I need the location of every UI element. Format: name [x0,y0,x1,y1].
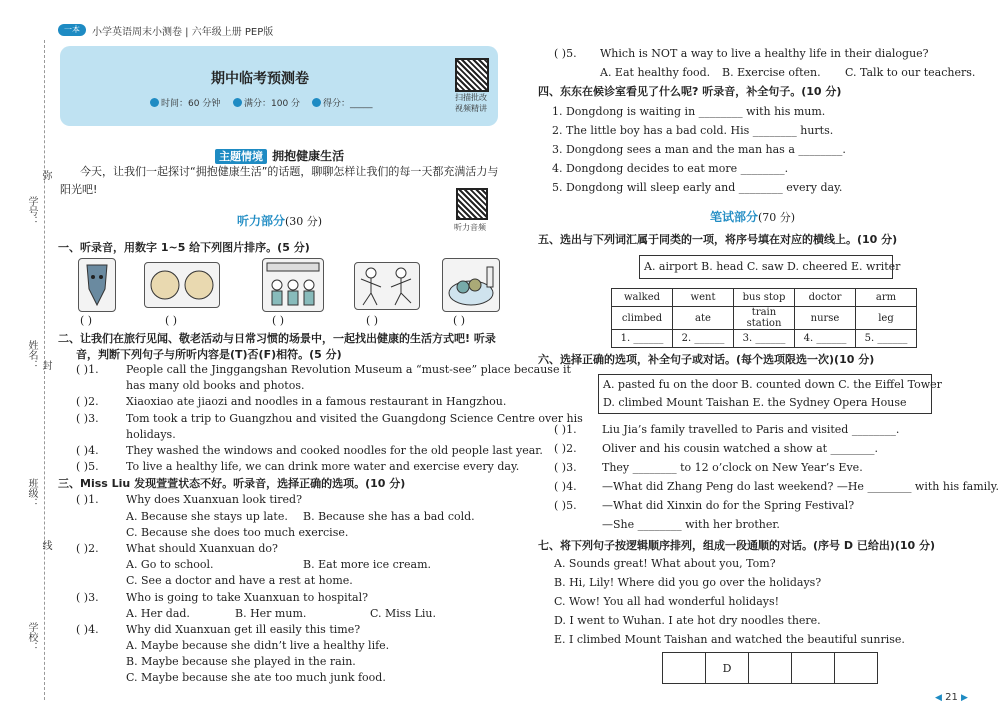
q3-item-3-option-b: B. Her mum. [235,607,307,620]
q6-item-5-number[interactable]: ( )5. [554,499,577,512]
q4-item-3[interactable]: 3. Dongdong sees a man and the man has a ________. [552,143,846,156]
q7-order-box-5[interactable] [835,653,878,684]
q3-item-5-number[interactable]: ( )5. [554,47,577,60]
q6-item-1-text: Liu Jia’s family travelled to Paris and visited ________. [602,423,900,436]
seal-mark-mi: 弥 [40,170,51,180]
next-arrow-icon[interactable]: ▶ [961,693,968,703]
q7-order-box-2: D [706,653,749,684]
q1-answer-blank-3[interactable]: ( ) [272,314,285,327]
q6-item-1-number[interactable]: ( )1. [554,423,577,436]
page-number: ◀ 21 ▶ [935,692,968,703]
q4-item-4[interactable]: 4. Dongdong decides to eat more ________. [552,162,789,175]
target-icon [312,98,321,107]
q5-blank-4[interactable]: 4. ______ [795,330,856,348]
qr-caption-audio: 听力音频 [454,223,486,232]
time-info: 时间：60 分钟 [150,96,220,109]
q2-item-2-text: Xiaoxiao ate jiaozi and noodles in a famous restaurant in Hangzhou. [126,395,507,408]
full-score-info: 满分：100 分 [233,96,300,109]
brand-logo: 一本 [58,24,86,36]
q5-blank-5[interactable]: 5. ______ [856,330,917,348]
q3-heading: 三、Miss Liu 发现萱萱状态不好。听录音，选择正确的选项。(10 分) [58,477,406,490]
q2-item-5-number[interactable]: ( )5. [76,460,99,473]
mask-picture [78,258,116,312]
q5-table: walked went bus stop doctor arm climbed ate train station nurse leg 1. ______ 2. ______ 3. ______ 4. ______ 5. ______ [611,288,917,348]
prev-arrow-icon[interactable]: ◀ [935,693,942,703]
q2-item-3-text-cont: holidays. [126,428,176,441]
page-title: 期中临考预测卷 [211,71,309,87]
food-picture [442,258,500,312]
name-label: 姓名： [26,340,37,370]
q3-item-3-option-c: C. Miss Liu. [370,607,436,620]
children-banner-picture [262,258,324,312]
q5-blank-2[interactable]: 2. ______ [673,330,734,348]
q6-heading: 六、选择正确的选项，补全句子或对话。(每个选项限选一次)(10 分) [538,353,875,366]
seal-mark-xian: 线 [40,540,51,550]
theme-heading [215,145,344,164]
q6-item-2-text: Oliver and his cousin watched a show at ________. [602,442,879,455]
q6-item-3-number[interactable]: ( )3. [554,461,577,474]
q7-heading: 七、将下列句子按逻辑顺序排列，组成一段通顺的对话。(序号 D 已给出)(10 分) [538,539,936,552]
q1-answer-blank-5[interactable]: ( ) [453,314,466,327]
q7-sentence-c: C. Wow! You all had wonderful holidays! [554,595,780,608]
mooncake-picture [144,262,220,308]
q3-item-1-option-a: A. Because she stays up late. [126,510,288,523]
q5-heading: 五、选出与下列词汇属于同类的一项，将序号填在对应的横线上。(10 分) [538,233,898,246]
q3-item-2-option-b: B. Eat more ice cream. [303,558,431,571]
q7-order-box-3[interactable] [749,653,792,684]
q7-sentence-a: A. Sounds great! What about you, Tom? [554,557,776,570]
intro-line-1: 今天，让我们一起探讨“拥抱健康生活”的话题，聊聊怎样让我们的每一天都充满活力与 [80,165,499,178]
q6-item-3-text: They ________ to 12 o’clock on New Year’s Eve. [602,461,863,474]
q7-sentence-b: B. Hi, Lily! Where did you go over the holidays? [554,576,822,589]
q2-item-4-text: They washed the windows and cooked noodles for the old people last year. [126,444,543,457]
q1-answer-blank-1[interactable]: ( ) [80,314,93,327]
q6-item-2-number[interactable]: ( )2. [554,442,577,455]
q5-blank-1[interactable]: 1. ______ [612,330,673,348]
q3-item-1-question: Why does Xuanxuan look tired? [126,493,302,506]
person-icon [233,98,242,107]
q1-answer-blank-2[interactable]: ( ) [165,314,178,327]
qr-code-audio[interactable] [456,188,488,220]
theme-title: 拥抱健康生活 [272,149,345,163]
q3-item-4-option-c: C. Maybe because she ate too much junk food. [126,671,386,684]
q4-item-5[interactable]: 5. Dongdong will sleep early and ________ every day. [552,181,843,194]
q2-item-5-text: To live a healthy life, we can drink more water and exercise every day. [126,460,520,473]
q2-item-1-number[interactable]: ( )1. [76,363,99,376]
q4-heading: 四、东东在候诊室看见了什么呢? 听录音，补全句子。(10 分) [538,85,842,98]
clock-icon [150,98,159,107]
page-header [58,22,273,38]
q3-item-3-option-a: A. Her dad. [126,607,190,620]
q4-item-2[interactable]: 2. The little boy has a bad cold. His ________ hurts. [552,124,834,137]
q2-item-1-text-cont: has many old books and photos. [126,379,305,392]
q5-word-bank: A. airport B. head C. saw D. cheered E. writer [639,255,893,279]
header-text: 小学英语周末小测卷 | 六年级上册 PEP版 [92,26,274,38]
q3-item-5-option-b: B. Exercise often. [722,66,821,79]
q3-item-2-option-a: A. Go to school. [126,558,214,571]
q3-item-5-option-c: C. Talk to our teachers. [845,66,976,79]
q2-item-3-text: Tom took a trip to Guangzhou and visited the Guangdong Science Centre over his [126,412,583,425]
q7-order-box-1[interactable] [663,653,706,684]
listening-section-title: 听力部分(30 分) [237,214,323,228]
q1-answer-blank-4[interactable]: ( ) [366,314,379,327]
q6-item-5-text: —What did Xinxin do for the Spring Festival? [602,499,855,512]
q3-item-1-number[interactable]: ( )1. [76,493,99,506]
q2-item-4-number[interactable]: ( )4. [76,444,99,457]
q5-blank-3[interactable]: 3. ______ [734,330,795,348]
q6-item-5-reply: —She ________ with her brother. [602,518,780,531]
score-field[interactable]: 得分：_____ [312,96,373,109]
q3-item-2-number[interactable]: ( )2. [76,542,99,555]
q3-item-2-question: What should Xuanxuan do? [126,542,278,555]
q1-heading: 一、听录音，用数字 1~5 给下列图片排序。(5 分) [58,241,310,254]
q2-item-1-text: People call the Jinggangshan Revolution Museum a “must-see” place because it [126,363,571,376]
binding-line [44,40,45,700]
q3-item-2-option-c: C. See a doctor and have a rest at home. [126,574,353,587]
qr-caption-grading: 扫描批改 视频精讲 [455,93,487,113]
q3-item-3-number[interactable]: ( )3. [76,591,99,604]
q2-item-2-number[interactable]: ( )2. [76,395,99,408]
q7-sentence-e: E. I climbed Mount Taishan and watched the beautiful sunrise. [554,633,905,646]
q6-item-4-number[interactable]: ( )4. [554,480,577,493]
q3-item-1-option-b: B. Because she has a bad cold. [303,510,475,523]
qr-code-grading[interactable] [455,58,489,92]
kungfu-picture [354,262,420,310]
q6-item-4-text: —What did Zhang Peng do last weekend? —He ________ with his family. [602,480,999,493]
q3-item-4-question: Why did Xuanxuan get ill easily this time? [126,623,361,636]
seal-mark-feng: 封 [40,360,51,370]
q3-item-4-option-a: A. Maybe because she didn’t live a healthy life. [126,639,390,652]
q7-order-box-4[interactable] [792,653,835,684]
q7-order-boxes [662,652,878,684]
q2-heading-line-1: 二、让我们在旅行见闻、敬老活动与日常习惯的场景中，一起找出健康的生活方式吧! 听录 [58,332,496,345]
class-label: 班级： [26,478,37,508]
q3-item-4-number[interactable]: ( )4. [76,623,99,636]
q3-item-3-question: Who is going to take Xuanxuan to hospital? [126,591,368,604]
q2-item-3-number[interactable]: ( )3. [76,412,99,425]
q3-item-5-option-a: A. Eat healthy food. [600,66,711,79]
theme-badge: 主题情境 [215,149,267,164]
q3-item-4-option-b: B. Maybe because she played in the rain. [126,655,356,668]
q6-option-box: A. pasted fu on the door B. counted down C. the Eiffel Tower D. climbed Mount Taishan E. the Sydney Opera House [598,374,932,414]
intro-line-2: 阳光吧! [60,183,98,196]
student-number-label: 学号： [26,196,37,226]
q3-item-5-question: Which is NOT a way to live a healthy life in their dialogue? [600,47,929,60]
q7-sentence-d: D. I went to Wuhan. I ate hot dry noodles there. [554,614,821,627]
school-label: 学校： [26,622,37,652]
q3-item-1-option-c: C. Because she does too much exercise. [126,526,349,539]
writing-section-title: 笔试部分(70 分) [710,210,796,224]
q4-item-1[interactable]: 1. Dongdong is waiting in ________ with his mum. [552,105,826,118]
q2-heading-line-2: 音，判断下列句子与所听内容是(T)否(F)相符。(5 分) [76,348,342,361]
